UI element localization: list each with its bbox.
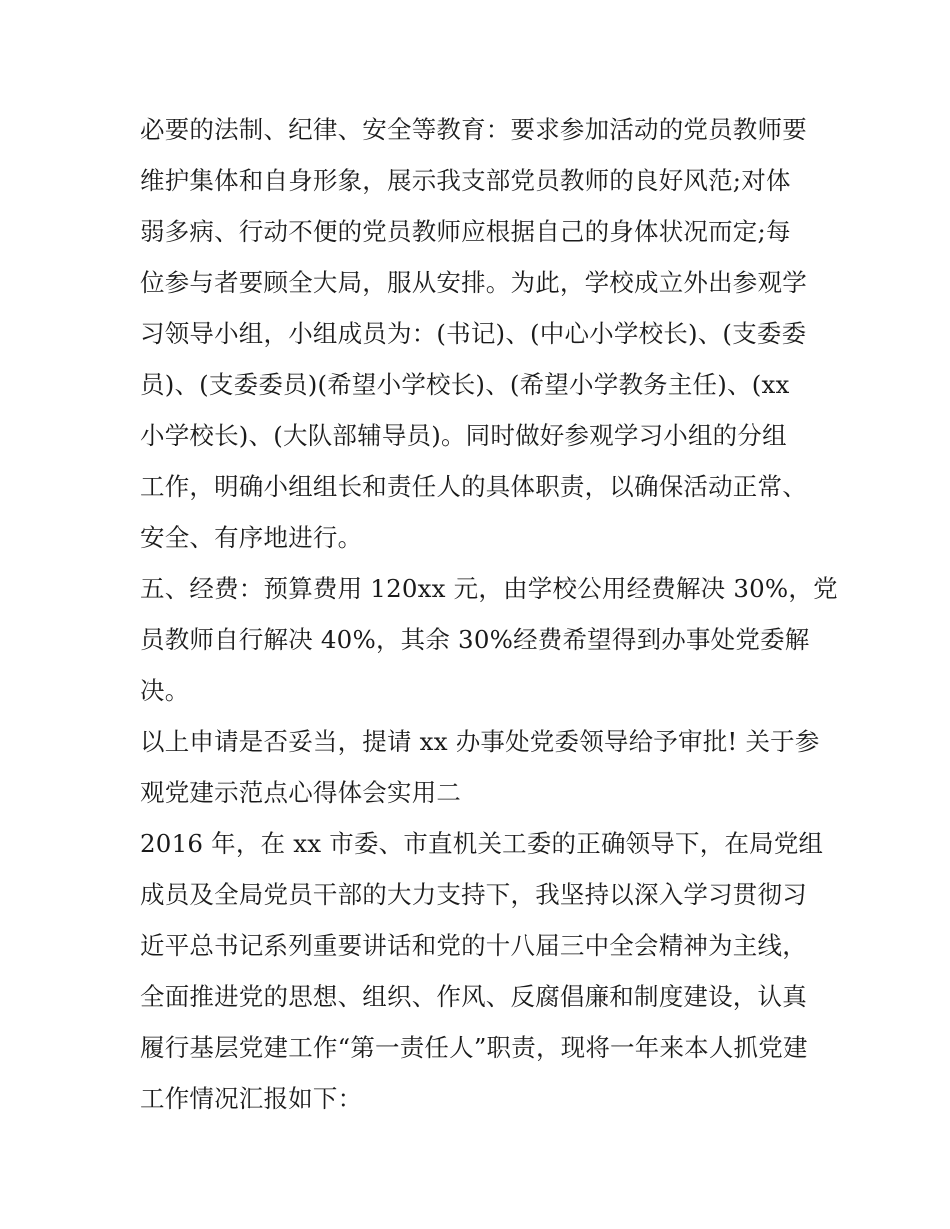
text-line: 全面推进党的思想、组织、作风、反腐倡廉和制度建设，认真 [140, 982, 807, 1011]
text-line: 工作情况汇报如下： [140, 1084, 363, 1113]
section-heading-line: 五、经费：预算费用 120xx 元，由学校公用经费解决 30%，党 [140, 574, 838, 603]
text-line: 决。 [140, 676, 190, 705]
text-line: 员)、(支委委员)(希望小学校长)、(希望小学教务主任)、(xx [140, 370, 790, 399]
section-title-line: 观党建示范点心得体会实用二 [140, 778, 462, 807]
text-line: 近平总书记系列重要讲话和党的十八届三中全会精神为主线， [140, 931, 807, 960]
text-line: 位参与者要顾全大局，服从安排。为此，学校成立外出参观学 [140, 268, 807, 297]
text-line: 安全、有序地进行。 [140, 523, 363, 552]
text-line: 员教师自行解决 40%，其余 30%经费希望得到办事处党委解 [140, 625, 810, 654]
text-line: 工作，明确小组组长和责任人的具体职责，以确保活动正常、 [140, 472, 807, 501]
text-line: 以上申请是否妥当，提请 xx 办事处党委领导给予审批! 关于参 [140, 727, 820, 756]
text-line: 弱多病、行动不便的党员教师应根据自己的身体状况而定;每 [140, 217, 791, 246]
text-line: 小学校长)、(大队部辅导员)。同时做好参观学习小组的分组 [140, 421, 787, 450]
text-line: 维护集体和自身形象，展示我支部党员教师的良好风范;对体 [140, 166, 791, 195]
text-line: 履行基层党建工作“第一责任人”职责，现将一年来本人抓党建 [140, 1033, 808, 1062]
document-body-text [140, 104, 838, 1124]
text-line: 习领导小组，小组成员为：(书记)、(中心小学校长)、(支委委 [140, 319, 807, 348]
text-line: 成员及全局党员干部的大力支持下，我坚持以深入学习贯彻习 [140, 880, 807, 909]
text-line: 2016 年，在 xx 市委、市直机关工委的正确领导下，在局党组 [140, 829, 824, 858]
text-line: 必要的法制、纪律、安全等教育：要求参加活动的党员教师要 [140, 115, 807, 144]
